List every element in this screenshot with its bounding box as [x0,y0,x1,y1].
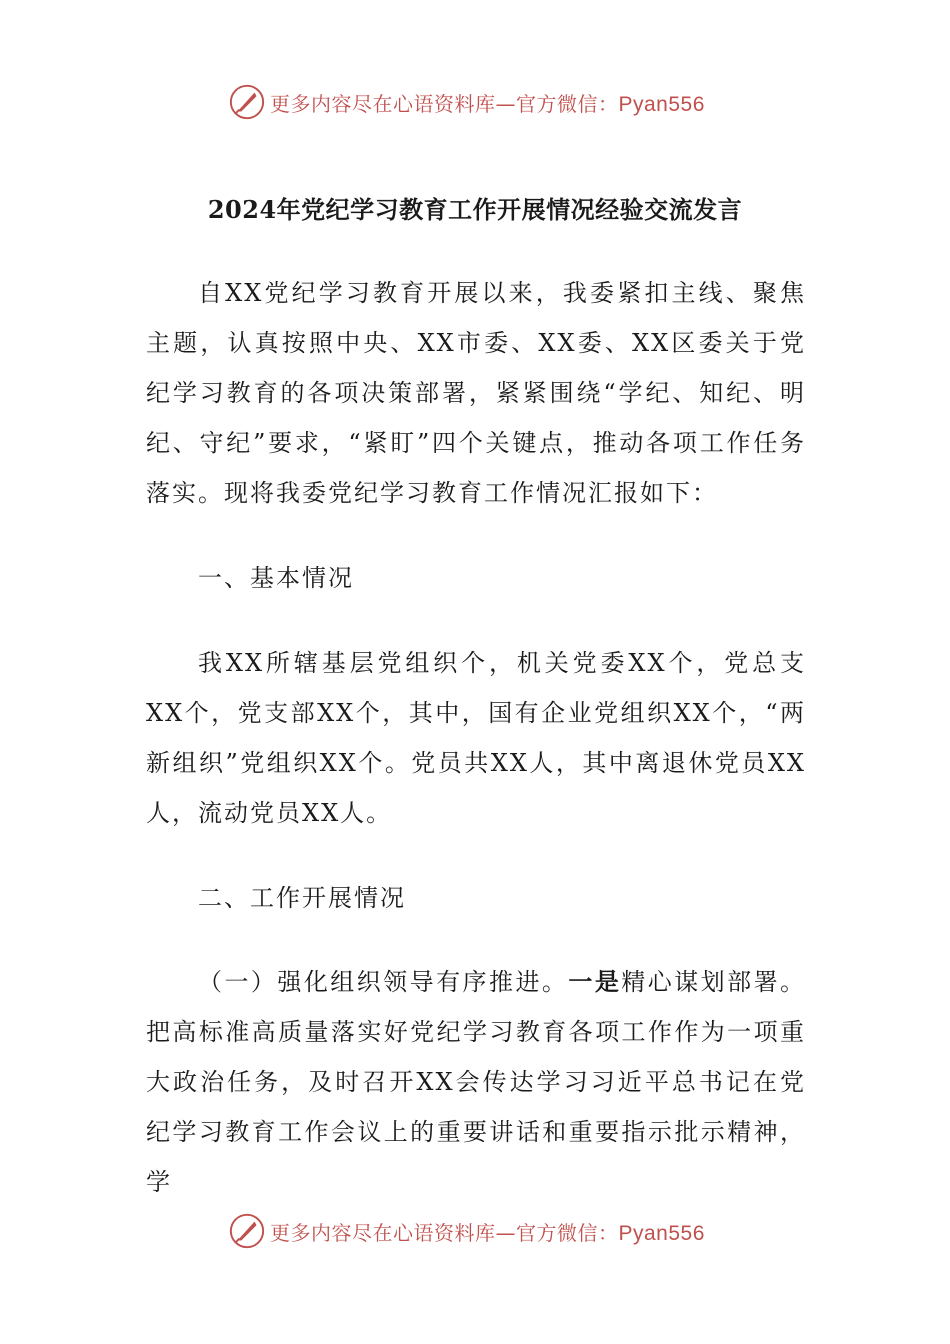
quill-logo-icon [228,1212,266,1250]
quill-logo-icon [228,83,266,121]
watermark-header [228,82,705,122]
section-heading-work: 二、工作开展情况 [198,884,406,912]
watermark-footer [228,1211,705,1251]
watermark-text: 更多内容尽在心语资料库—官方微信：Pyan556 [270,1220,705,1245]
basic-paragraph: 我XX所辖基层党组织个，机关党委XX个，党总支XX个，党支部XX个，其中，国有企业党组织XX个，“两新组织”党组织XX个。党员共XX人，其中离退休党员XX人，流动党员XX人。 [146,649,806,827]
watermark-text: 更多内容尽在心语资料库—官方微信：Pyan556 [270,91,705,116]
section-heading-basic: 一、基本情况 [198,564,354,592]
document-title: 2024年党纪学习教育工作开展情况经验交流发言 [207,195,743,224]
work-paragraph: （一）强化组织领导有序推进。一是精心谋划部署。把高标准高质量落实好党纪学习教育各项工作作为一项重大政治任务，及时召开XX会传达学习习近平总书记在党纪学习教育工作会议上的重要讲话和重要指示批示精神，学 [146,967,807,1196]
intro-paragraph: 自XX党纪学习教育开展以来，我委紧扣主线、聚焦主题，认真按照中央、XX市委、XX委、XX区委关于党纪学习教育的各项决策部署，紧紧围绕“学纪、知纪、明纪、守纪”要求，“紧盯”四个关键点，推动各项工作任务落实。现将我委党纪学习教育工作情况汇报如下： [146,279,806,507]
